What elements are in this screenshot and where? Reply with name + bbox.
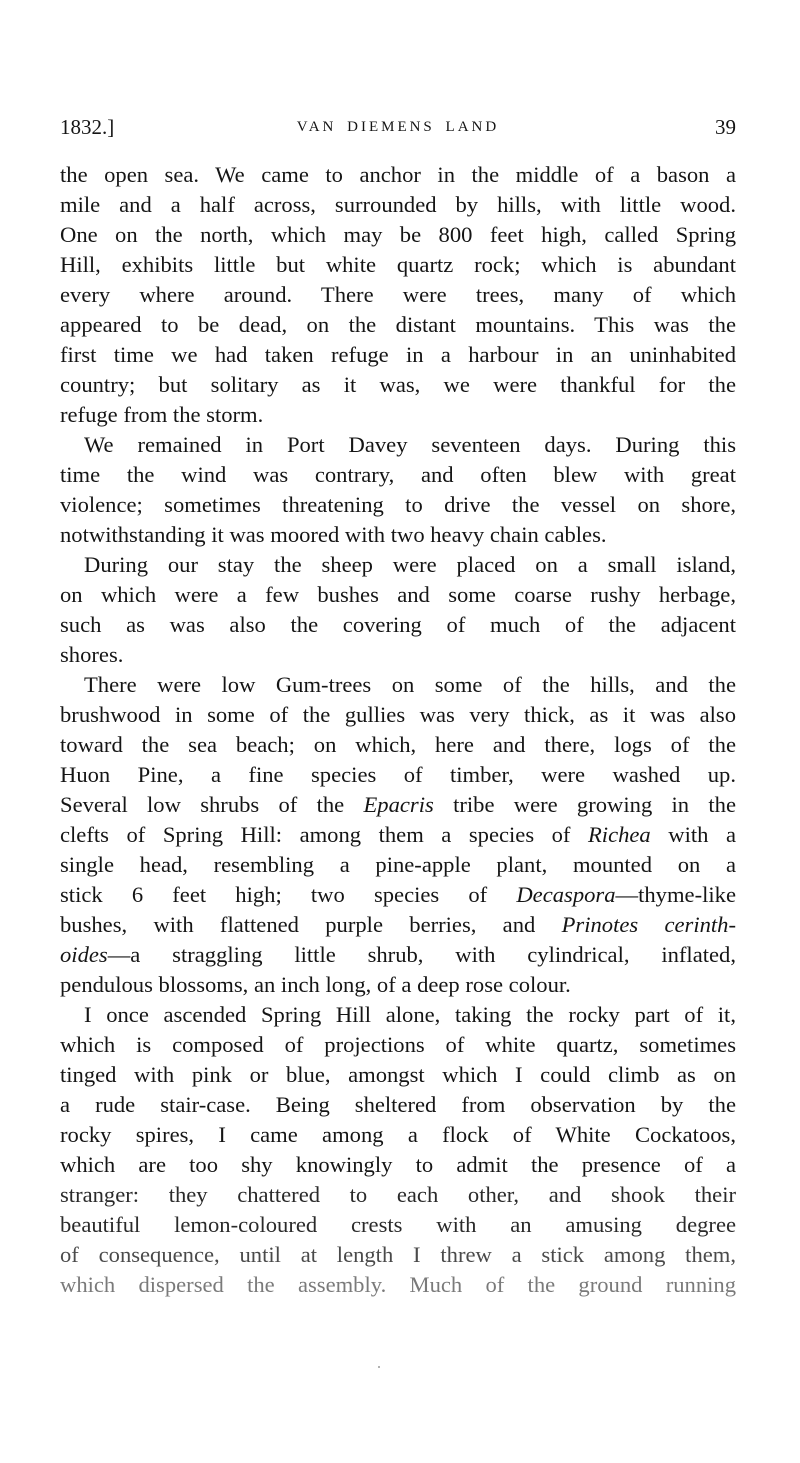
taxon-name: Decaspora (516, 882, 616, 907)
text-line: country; but solitary as it was, we were thankful for the (60, 372, 736, 397)
text-line: pendulous blossoms, an inch long, of a deep rose colour. (60, 972, 571, 997)
text-line: I once ascended Spring Hill alone, taking the rocky part of it, (84, 1002, 736, 1027)
running-title: VAN DIEMENS LAND (296, 119, 500, 135)
text-line: Several low shrubs of the Epacris tribe were growing in the (60, 792, 736, 817)
text-line: rocky spires, I came among a flock of White Cockatoos, (60, 1122, 736, 1147)
text-line: single head, resembling a pine-apple plant, mounted on a (60, 852, 736, 877)
text-line: During our stay the sheep were placed on a small island, (84, 552, 736, 577)
text-line: which is composed of projections of white quartz, sometimes (60, 1032, 736, 1057)
text-line: brushwood in some of the gullies was very thick, as it was also (60, 702, 736, 727)
taxon-name: Richea (588, 822, 651, 847)
page-number: 39 (715, 115, 736, 139)
text-line: There were low Gum-trees on some of the hills, and the (84, 672, 736, 697)
taxon-name: Epacris (363, 792, 434, 817)
text-line: notwithstanding it was moored with two heavy chain cables. (60, 522, 607, 547)
paragraph (60, 1000, 736, 1300)
text-line: which dispersed the assembly. Much of the ground running (60, 1272, 736, 1297)
text-line: a rude stair-case. Being sheltered from observation by the (60, 1092, 736, 1117)
text-line: We remained in Port Davey seventeen days. During this (84, 432, 736, 457)
text-line: oides—a straggling little shrub, with cylindrical, inflated, (60, 942, 736, 967)
text-line: refuge from the storm. (60, 402, 264, 427)
taxon-name: Prinotes cerinth- (561, 912, 736, 937)
taxon-name: oides (60, 942, 108, 967)
text-line: every where around. There were trees, many of which (60, 282, 736, 307)
text-line: which are too shy knowingly to admit the presence of a (60, 1152, 736, 1177)
body-text (60, 160, 736, 1300)
text-line: mile and a half across, surrounded by hills, with little wood. (60, 192, 736, 217)
text-line: Hill, exhibits little but white quartz rock; which is abundant (60, 252, 736, 277)
paragraph (60, 160, 736, 430)
text-line: the open sea. We came to anchor in the middle of a bason a (60, 162, 736, 187)
text-line: stick 6 feet high; two species of Decaspora—thyme-like (60, 882, 736, 907)
paper-speck (378, 1366, 380, 1368)
text-line: first time we had taken refuge in a harbour in an uninhabited (60, 342, 736, 367)
page-header (60, 112, 736, 142)
paragraph (60, 550, 736, 670)
header-year: 1832.] (60, 115, 115, 139)
paragraph (60, 430, 736, 550)
text-line: One on the north, which may be 800 feet high, called Spring (60, 222, 736, 247)
text-line: Huon Pine, a fine species of timber, were washed up. (60, 762, 736, 787)
text-line: bushes, with flattened purple berries, and Prinotes cerinth- (60, 912, 736, 937)
text-line: such as was also the covering of much of the adjacent (60, 612, 736, 637)
paragraph (60, 670, 736, 1000)
text-line: on which were a few bushes and some coarse rushy herbage, (60, 582, 736, 607)
text-line: clefts of Spring Hill: among them a species of Richea with a (60, 822, 736, 847)
text-line: appeared to be dead, on the distant mountains. This was the (60, 312, 736, 337)
text-line: time the wind was contrary, and often blew with great (60, 462, 736, 487)
text-line: shores. (60, 642, 124, 667)
text-line: beautiful lemon-coloured crests with an amusing degree (60, 1212, 736, 1237)
text-line: stranger: they chattered to each other, and shook their (60, 1182, 736, 1207)
text-line: toward the sea beach; on which, here and there, logs of the (60, 732, 736, 757)
text-line: violence; sometimes threatening to drive the vessel on shore, (60, 492, 736, 517)
text-line: of consequence, until at length I threw a stick among them, (60, 1242, 736, 1267)
text-line: tinged with pink or blue, amongst which I could climb as on (60, 1062, 736, 1087)
